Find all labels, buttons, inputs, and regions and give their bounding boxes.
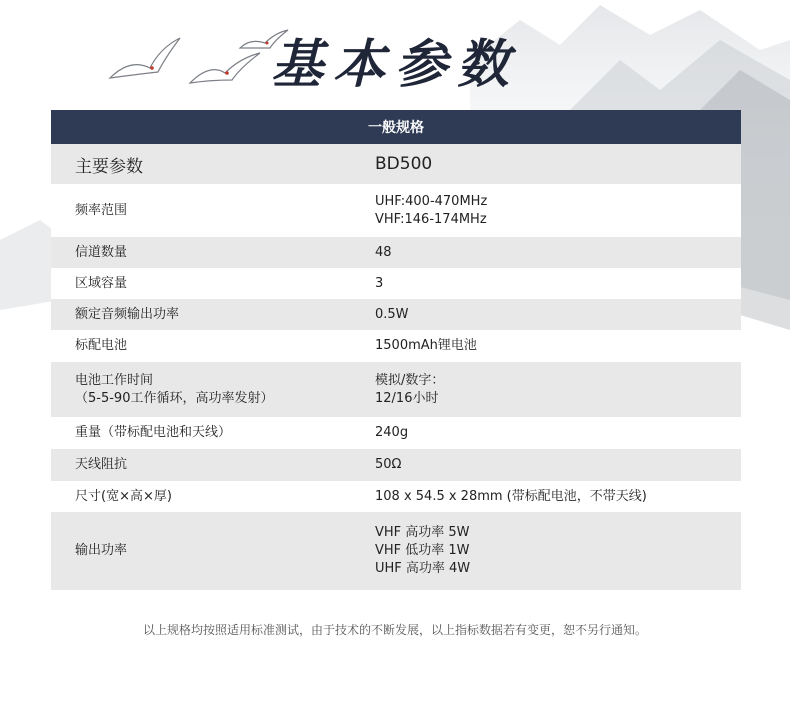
row-value: 1500mAh锂电池: [375, 338, 477, 353]
row-label: 电池工作时间 （5-5-90工作循环，高功率发射）: [75, 372, 274, 406]
row-label: 重量（带标配电池和天线）: [75, 425, 232, 440]
row-label: 区域容量: [75, 275, 128, 291]
disclaimer-note: 以上规格均按照适用标准测试，由于技术的不断发展，以上指标数据若有变更，恕不另行通知。: [142, 623, 647, 637]
row-value: 108 x 54.5 x 28mm (带标配电池，不带天线): [375, 488, 647, 504]
row-value: UHF:400-470MHz VHF:146-174MHz: [375, 193, 488, 227]
row-label: 额定音频输出功率: [75, 306, 180, 322]
row-label: 天线阻抗: [75, 457, 128, 472]
section-header: [51, 110, 741, 144]
table-header-row: [51, 144, 741, 184]
row-value: 3: [375, 275, 384, 291]
page-title: 基本参数: [270, 34, 519, 95]
row-value: 模拟/数字： 12/16小时: [375, 372, 445, 406]
row-value: 50Ω: [375, 457, 402, 472]
header-label: 主要参数: [75, 156, 143, 177]
table-row: [51, 184, 741, 237]
table-row: [51, 481, 741, 512]
row-label: 尺寸(宽×高×厚): [75, 488, 172, 504]
spec-table: [51, 110, 741, 590]
table-row: [51, 299, 741, 330]
row-value: 240g: [375, 425, 409, 440]
row-label: 标配电池: [75, 338, 128, 353]
table-row: [51, 268, 741, 299]
row-label: 输出功率: [75, 543, 128, 558]
table-row: [51, 362, 741, 417]
section-title: 一般规格: [368, 120, 424, 136]
row-value: VHF 高功率 5W VHF 低功率 1W UHF 高功率 4W: [375, 525, 471, 576]
header-value: BD500: [375, 154, 433, 174]
table-row: [51, 417, 741, 449]
table-row: [51, 512, 741, 590]
row-label: 频率范围: [75, 202, 128, 218]
row-value: 48: [375, 244, 392, 260]
table-row: [51, 449, 741, 481]
table-row: [51, 237, 741, 268]
row-value: 0.5W: [375, 306, 409, 322]
row-label: 信道数量: [75, 244, 128, 260]
table-row: [51, 330, 741, 362]
